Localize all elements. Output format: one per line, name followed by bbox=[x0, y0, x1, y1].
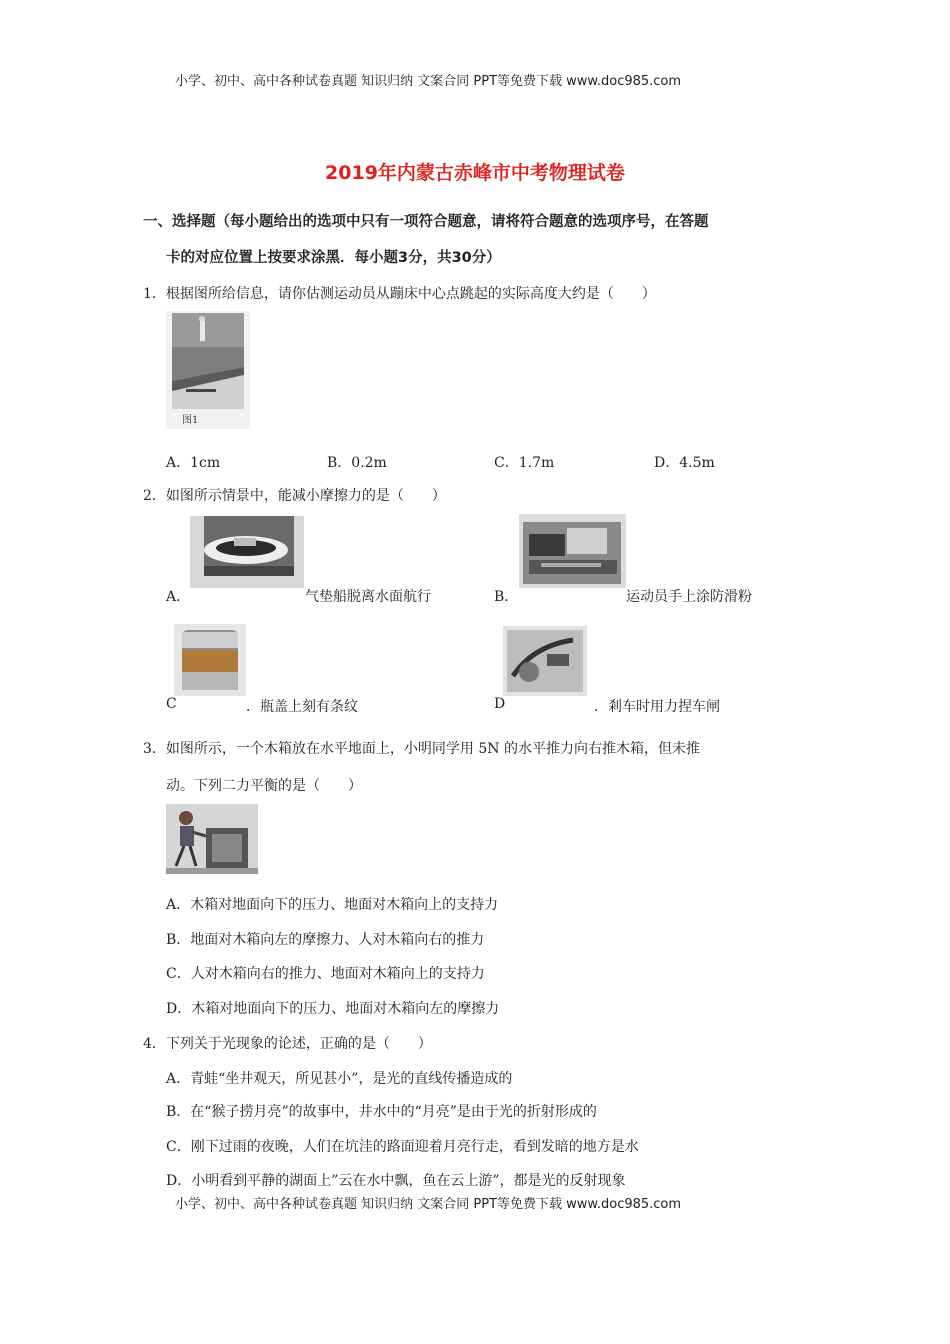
question-1-stem: 1．根据图所给信息，请你估测运动员从蹦床中心点跳起的实际高度大约是（ ） bbox=[143, 286, 656, 302]
page-footer: 小学、初中、高中各种试卷真题 知识归纳 文案合同 PPT等免费下载 www.doc985.com bbox=[175, 1197, 682, 1212]
bottle-cap-image bbox=[174, 624, 246, 696]
section-heading-line2: 卡的对应位置上按要求涂黑．每小题3分，共30分） bbox=[166, 250, 501, 266]
trampoline-figure bbox=[166, 311, 250, 429]
q2-option-a-text: 气垫船脱离水面航行 bbox=[305, 589, 431, 605]
question-2-stem: 2．如图所示情景中，能减小摩擦力的是（ ） bbox=[143, 488, 446, 504]
question-4-stem: 4．下列关于光现象的论述，正确的是（ ） bbox=[143, 1036, 432, 1052]
hovercraft-image bbox=[190, 516, 304, 588]
q4-option-b: B．在“猴子捞月亮”的故事中，井水中的“月亮”是由于光的折射形成的 bbox=[166, 1104, 597, 1120]
q2-option-d-text: ．剎车时用力捏车闸 bbox=[594, 699, 720, 715]
q3-option-b: B．地面对木箱向左的摩擦力、人对木箱向右的推力 bbox=[166, 932, 485, 948]
q4-option-a: A．青蛙“坐井观天，所见甚小”，是光的直线传播造成的 bbox=[166, 1071, 513, 1087]
section-heading-line1: 一、选择题（每小题给出的选项中只有一项符合题意，请将符合题意的选项序号，在答题 bbox=[143, 214, 709, 230]
bike-brake-image bbox=[503, 626, 587, 696]
q1-option-d: D．4.5m bbox=[654, 455, 715, 471]
q4-option-c: C．刚下过雨的夜晚，人们在坑洼的路面迎着月亮行走，看到发暗的地方是水 bbox=[166, 1139, 639, 1155]
page-header: 小学、初中、高中各种试卷真题 知识归纳 文案合同 PPT等免费下载 www.doc985.com bbox=[175, 74, 682, 89]
figure-1-label: 图1 bbox=[182, 415, 199, 426]
q2-option-d-letter: D bbox=[494, 696, 506, 712]
q3-option-d: D．木箱对地面向下的压力、地面对木箱向左的摩擦力 bbox=[166, 1001, 500, 1017]
q1-option-b: B．0.2m bbox=[327, 455, 387, 471]
question-3-stem-line2: 动。下列二力平衡的是（ ） bbox=[166, 778, 362, 794]
q2-option-a-letter: A． bbox=[166, 589, 191, 605]
athlete-chalk-image bbox=[519, 514, 626, 588]
q2-option-c-letter: C bbox=[166, 696, 177, 712]
q2-option-c-text: ．瓶盖上刻有条纹 bbox=[246, 699, 358, 715]
q2-option-b-text: 运动员手上涂防滑粉 bbox=[626, 589, 752, 605]
q4-option-d: D．小明看到平静的湖面上”云在水中飘，鱼在云上游”，都是光的反射现象 bbox=[166, 1173, 626, 1189]
push-box-figure bbox=[166, 804, 258, 874]
question-3-stem-line1: 3．如图所示，一个木箱放在水平地面上，小明同学用 5N 的水平推力向右推木箱，但未推 bbox=[143, 741, 700, 757]
q2-option-b-letter: B． bbox=[494, 589, 519, 605]
q3-option-a: A．木箱对地面向下的压力、地面对木箱向上的支持力 bbox=[166, 897, 499, 913]
q1-option-c: C．1.7m bbox=[494, 455, 555, 471]
page-title: 2019年内蒙古赤峰市中考物理试卷 bbox=[325, 162, 625, 184]
q1-option-a: A．1cm bbox=[166, 455, 221, 471]
q3-option-c: C．人对木箱向右的推力、地面对木箱向上的支持力 bbox=[166, 966, 485, 982]
